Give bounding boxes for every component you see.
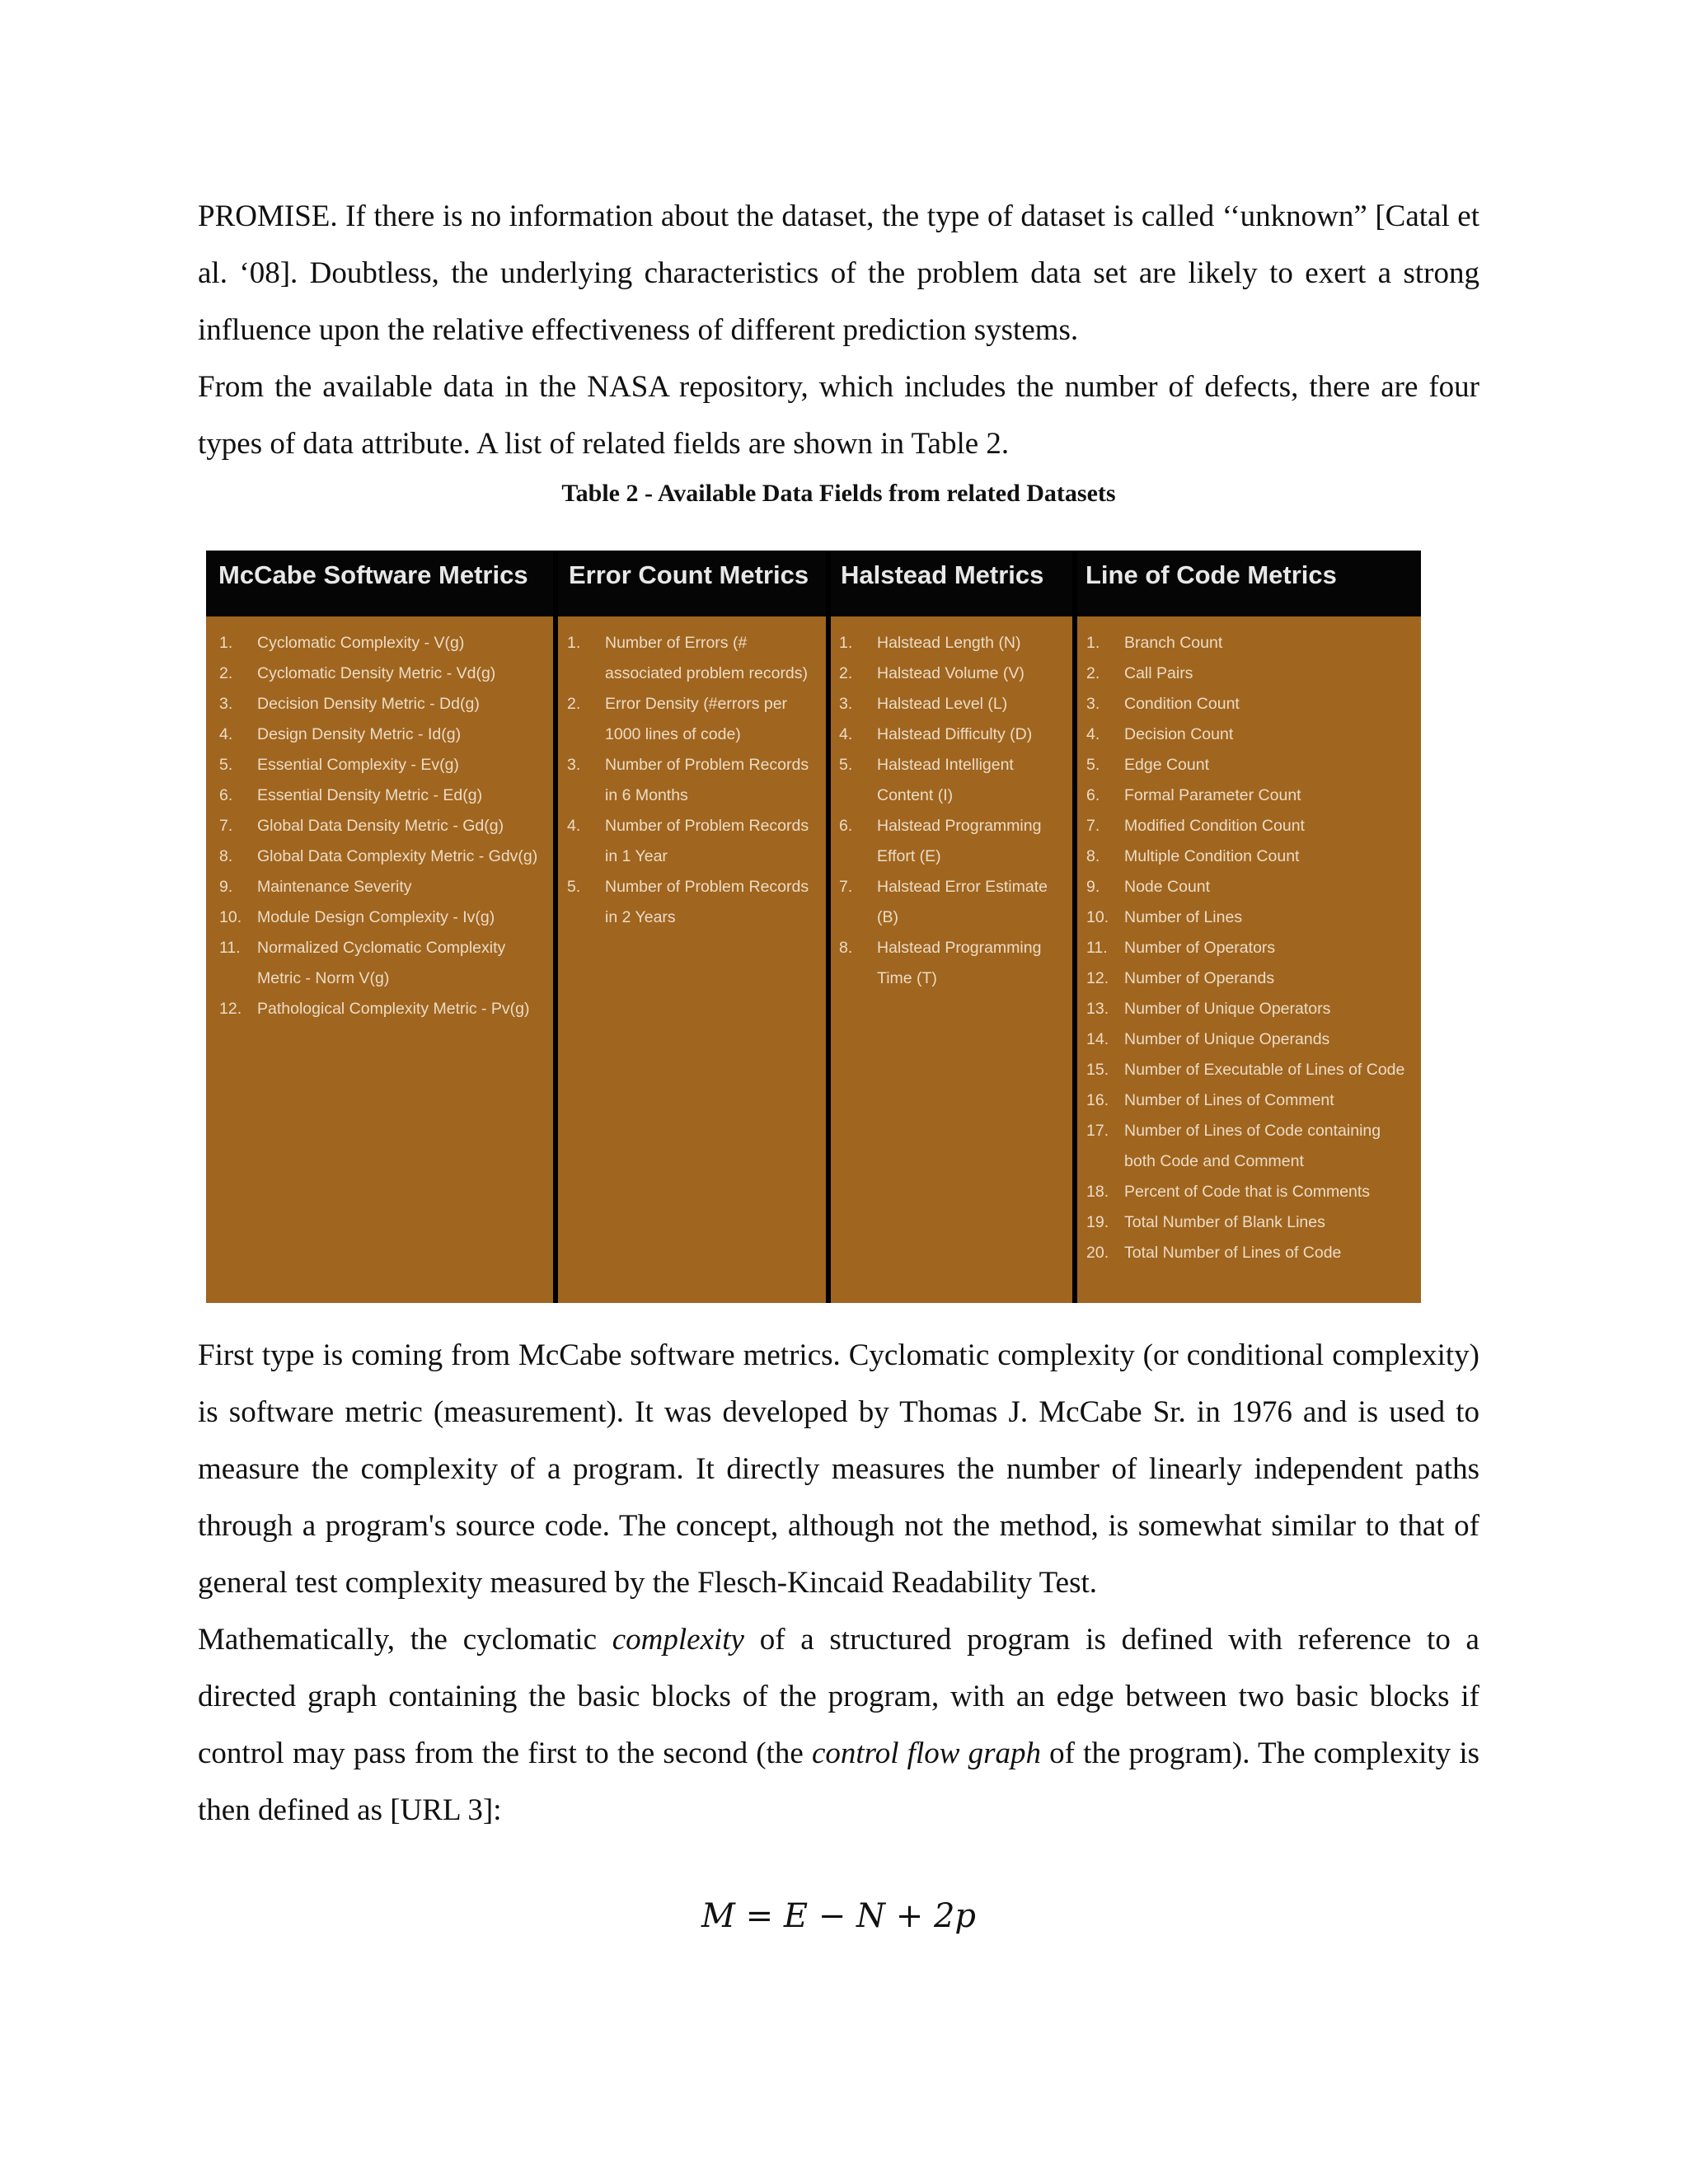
item-number: 2. (567, 695, 581, 713)
metric-list-item (219, 628, 549, 658)
item-label: Number of Errors (# associated problem records) (605, 634, 809, 682)
item-number: 4. (219, 725, 233, 743)
metric-list-item (219, 811, 549, 841)
item-number: 16. (1086, 1091, 1109, 1109)
item-number: 5. (1086, 756, 1100, 774)
table-header-row (206, 551, 1421, 616)
item-number: 15. (1086, 1061, 1109, 1079)
item-label: Error Density (#errors per 1000 lines of code) (605, 695, 788, 743)
item-label: Node Count (1124, 878, 1211, 896)
item-number: 8. (219, 847, 233, 865)
item-number: 5. (219, 756, 233, 774)
metric-list-item (219, 933, 549, 994)
metric-list-item (839, 933, 1068, 994)
item-number: 7. (219, 817, 233, 835)
item-label: Maintenance Severity (257, 878, 412, 896)
item-label: Number of Lines (1124, 908, 1243, 926)
item-label: Essential Density Metric - Ed(g) (257, 786, 483, 804)
item-number: 6. (839, 817, 853, 835)
item-label: Decision Density Metric - Dd(g) (257, 695, 480, 713)
metric-list-item (219, 658, 549, 689)
item-label: Halstead Difficulty (D) (877, 725, 1033, 743)
item-number: 19. (1086, 1213, 1109, 1231)
item-number: 4. (567, 817, 581, 835)
metric-list-item (1086, 841, 1416, 872)
item-label: Branch Count (1124, 634, 1223, 652)
metric-list-item (1086, 658, 1416, 689)
item-label: Modified Condition Count (1124, 817, 1305, 835)
item-label: Number of Unique Operators (1124, 1000, 1331, 1018)
metric-list-item (839, 689, 1068, 719)
item-label: Cyclomatic Complexity - V(g) (257, 634, 465, 652)
item-label: Cyclomatic Density Metric - Vd(g) (257, 664, 496, 682)
item-number: 17. (1086, 1122, 1109, 1140)
paragraph-intro: PROMISE. If there is no information about the dataset, the type of dataset is called ‘‘unknown” [Catal et al. ‘08]. Doubtless, the underlying characteristics of the problem data set are likely to exert a strong influence upon the relative effectiveness of different prediction systems. (198, 199, 1479, 347)
metric-list-item (1086, 628, 1416, 658)
item-label: Multiple Condition Count (1124, 847, 1300, 865)
item-label: Decision Count (1124, 725, 1234, 743)
item-label: Halstead Programming Time (T) (877, 939, 1042, 987)
column-halstead (839, 628, 1068, 994)
item-number: 10. (1086, 908, 1109, 926)
metric-list-item (1086, 780, 1416, 811)
item-number: 7. (1086, 817, 1100, 835)
item-number: 10. (219, 908, 242, 926)
item-number: 1. (1086, 634, 1100, 652)
metric-list-item (219, 994, 549, 1024)
item-number: 6. (1086, 786, 1100, 804)
item-number: 4. (1086, 725, 1100, 743)
item-number: 2. (219, 664, 233, 682)
item-number: 9. (1086, 878, 1100, 896)
item-label: Call Pairs (1124, 664, 1193, 682)
item-number: 12. (219, 1000, 242, 1018)
text-run: of a structured program is defined with reference to a directed graph containing the basic blocks of the program, with an edge between two basic blocks if control may pass from the first to the second (the (198, 1623, 1479, 1770)
item-label: Number of Lines of Code containing both Code and Comment (1124, 1122, 1381, 1170)
paragraph-data-attributes: From the available data in the NASA repository, which includes the number of defects, there are four types of data attribute. A list of related fields are shown in Table 2. (198, 370, 1479, 461)
header-halstead: Halstead Metrics (841, 560, 1044, 589)
metric-list-item (1086, 963, 1416, 994)
metrics-table (206, 551, 1421, 1303)
text-run: Mathematically, the cyclomatic (198, 1623, 612, 1657)
item-label: Design Density Metric - Id(g) (257, 725, 462, 743)
metric-list-item (1086, 1024, 1416, 1055)
item-label: Total Number of Lines of Code (1124, 1244, 1342, 1262)
metric-list-item (1086, 902, 1416, 933)
emphasis-complexity: complexity (612, 1623, 744, 1657)
item-number: 11. (1086, 939, 1108, 957)
item-number: 11. (219, 939, 241, 957)
item-label: Number of Unique Operands (1124, 1030, 1330, 1048)
item-number: 4. (839, 725, 853, 743)
metric-list-item (1086, 933, 1416, 963)
column-line-of-code (1086, 628, 1416, 1268)
item-number: 3. (567, 756, 581, 774)
item-number: 20. (1086, 1244, 1109, 1262)
item-number: 3. (839, 695, 853, 713)
item-label: Edge Count (1124, 756, 1209, 774)
item-label: Number of Problem Records in 2 Years (605, 878, 809, 926)
item-number: 2. (1086, 664, 1100, 682)
column-divider (553, 551, 558, 1303)
item-label: Total Number of Blank Lines (1124, 1213, 1325, 1231)
metric-list-item (1086, 1085, 1416, 1116)
metric-list-item (1086, 719, 1416, 750)
metric-list-item (219, 689, 549, 719)
metric-list-item (1086, 994, 1416, 1024)
item-number: 5. (839, 756, 853, 774)
metric-list-item (567, 689, 821, 750)
item-number: 7. (839, 878, 853, 896)
item-label: Halstead Error Estimate (B) (877, 878, 1048, 926)
metric-list-item (1086, 1207, 1416, 1238)
metric-list-item (1086, 1177, 1416, 1207)
item-number: 9. (219, 878, 233, 896)
metric-list-item (839, 658, 1068, 689)
metric-list-item (219, 780, 549, 811)
header-mccabe: McCabe Software Metrics (218, 560, 528, 589)
item-number: 6. (219, 786, 233, 804)
item-label: Pathological Complexity Metric - Pv(g) (257, 1000, 530, 1018)
item-number: 1. (839, 634, 853, 652)
item-number: 1. (567, 634, 581, 652)
paragraph-mccabe: First type is coming from McCabe software metrics. Cyclomatic complexity (or conditional complexity) is software metric (measurement). It was developed by Thomas J. McCabe Sr. in 1976 and is used to measure the complexity of a program. It directly measures the number of linearly independent paths through a program's source code. The concept, although not the method, is somewhat similar to that of general test complexity measured by the Flesch-Kincaid Readability Test. (198, 1338, 1479, 1600)
metric-list-item (567, 628, 821, 689)
item-number: 8. (1086, 847, 1100, 865)
metric-list-item (1086, 689, 1416, 719)
metric-list-item (567, 872, 821, 933)
item-number: 14. (1086, 1030, 1109, 1048)
metric-list-item (567, 750, 821, 811)
page-body-top (198, 188, 1479, 510)
item-label: Essential Complexity - Ev(g) (257, 756, 459, 774)
column-mccabe (219, 628, 549, 1024)
header-error-count: Error Count Metrics (569, 560, 809, 589)
item-number: 12. (1086, 969, 1109, 987)
item-label: Normalized Cyclomatic Complexity Metric - Norm V(g) (257, 939, 506, 987)
column-error-count (567, 628, 821, 933)
item-label: Number of Executable of Lines of Code (1124, 1061, 1405, 1079)
metric-list-item (219, 750, 549, 780)
item-number: 8. (839, 939, 853, 957)
metric-list-item (1086, 1055, 1416, 1085)
item-label: Formal Parameter Count (1124, 786, 1301, 804)
metric-list-item (839, 750, 1068, 811)
metric-list-item (567, 811, 821, 872)
item-number: 18. (1086, 1183, 1109, 1201)
item-label: Halstead Length (N) (877, 634, 1021, 652)
item-label: Halstead Intelligent Content (I) (877, 756, 1014, 804)
item-number: 1. (219, 634, 233, 652)
page-body-bottom (198, 1327, 1479, 1839)
metric-list-item (1086, 811, 1416, 841)
complexity-formula: M = E − N + 2p (701, 1897, 977, 1935)
item-label: Halstead Programming Effort (E) (877, 817, 1042, 865)
item-label: Number of Operands (1124, 969, 1275, 987)
emphasis-control-flow-graph: control flow graph (811, 1736, 1041, 1770)
item-label: Condition Count (1124, 695, 1240, 713)
metric-list-item (219, 841, 549, 872)
item-number: 13. (1086, 1000, 1109, 1018)
table-caption: Table 2 - Available Data Fields from related Datasets (561, 480, 1116, 507)
metric-list-item (1086, 1238, 1416, 1268)
item-label: Number of Problem Records in 1 Year (605, 817, 809, 865)
text-run: of the program). The complexity is then defined as [URL 3]: (198, 1736, 1480, 1827)
metric-list-item (1086, 872, 1416, 902)
metric-list-item (839, 628, 1068, 658)
metric-list-item (839, 719, 1068, 750)
metric-list-item (839, 811, 1068, 872)
item-label: Number of Problem Records in 6 Months (605, 756, 809, 804)
item-label: Number of Operators (1124, 939, 1276, 957)
paragraph-cyclomatic-definition (198, 1611, 1479, 1839)
metric-list-item (1086, 1116, 1416, 1177)
item-label: Number of Lines of Comment (1124, 1091, 1334, 1109)
header-line-of-code: Line of Code Metrics (1085, 560, 1337, 589)
metric-list-item (219, 902, 549, 933)
column-divider (826, 551, 831, 1303)
column-divider (1072, 551, 1077, 1303)
metric-list-item (1086, 750, 1416, 780)
item-number: 5. (567, 878, 581, 896)
item-label: Global Data Density Metric - Gd(g) (257, 817, 504, 835)
item-number: 3. (219, 695, 233, 713)
metric-list-item (219, 872, 549, 902)
item-number: 3. (1086, 695, 1100, 713)
item-label: Halstead Level (L) (877, 695, 1008, 713)
item-label: Global Data Complexity Metric - Gdv(g) (257, 847, 538, 865)
metric-list-item (219, 719, 549, 750)
item-number: 2. (839, 664, 853, 682)
item-label: Halstead Volume (V) (877, 664, 1025, 682)
item-label: Percent of Code that is Comments (1124, 1183, 1371, 1201)
item-label: Module Design Complexity - Iv(g) (257, 908, 495, 926)
metric-list-item (839, 872, 1068, 933)
